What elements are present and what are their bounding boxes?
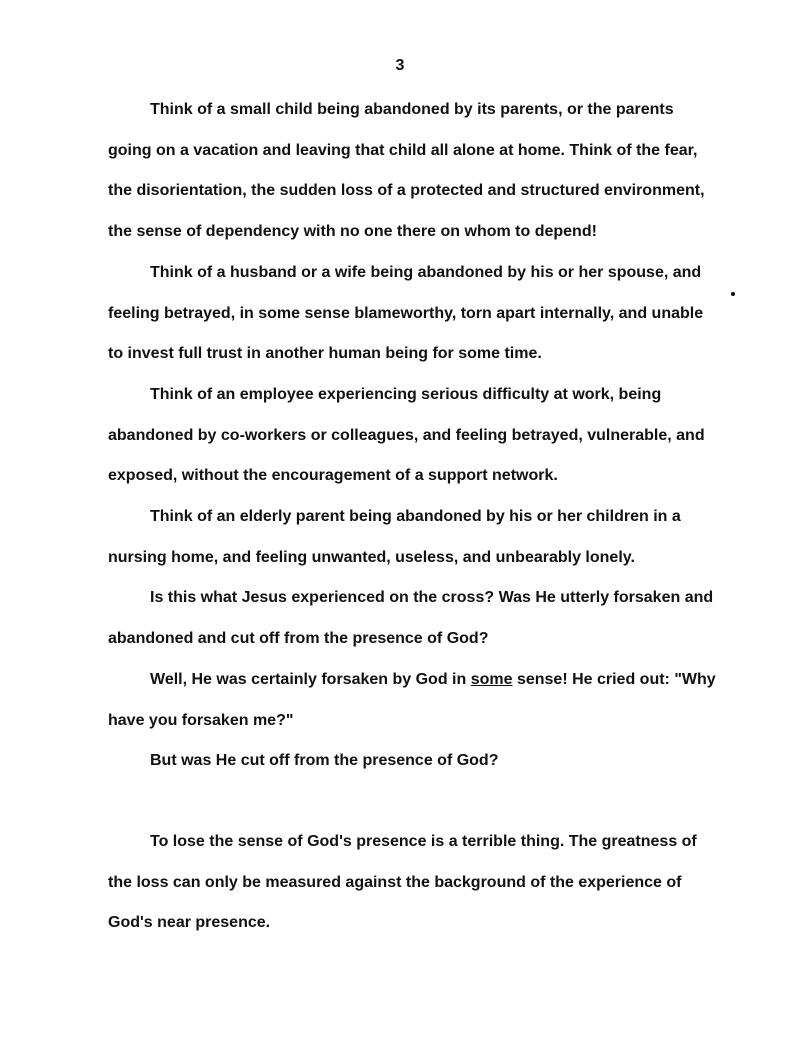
- paragraph-lose-sense-presence: To lose the sense of God's presence is a terrible thing. The greatness of the loss can only be measured against the background of the experience of God's near presence.: [108, 832, 697, 932]
- paragraph-forsaken: [108, 660, 718, 741]
- paragraph-abandoned-elderly-parent: Think of an elderly parent being abandoned by his or her children in a nursing home, and feeling unwanted, useless, and unbearably lonely.: [108, 508, 681, 566]
- paragraph-forsaken-text-after: sense! He cried out: "Why have you forsaken me?": [108, 670, 716, 729]
- document-body: [108, 90, 718, 944]
- underlined-word-some: some: [470, 670, 513, 688]
- paragraph-forsaken-text-before: Well, He was certainly forsaken by God in: [150, 670, 471, 688]
- paragraph-abandoned-spouse: Think of a husband or a wife being abandoned by his or her spouse, and feeling betrayed, in some sense blameworthy, torn apart internally, and unable to invest full trust in another human being for some time.: [108, 263, 704, 363]
- paragraph-abandoned-employee: Think of an employee experiencing serious difficulty at work, being abandoned by co-workers or colleagues, and feeling betrayed, vulnerable, and exposed, without the encouragement of a support network.: [108, 385, 705, 485]
- page-number: 3: [395, 57, 405, 74]
- paragraph-presence-question: But was He cut off from the presence of God?: [150, 752, 499, 770]
- paragraph-abandoned-child: Think of a small child being abandoned by its parents, or the parents going on a vacation and leaving that child all alone at home. Think of the fear, the disorientation, the sudden loss of a protected and structured environment, the sense of dependency with no one there on whom to depend!: [108, 101, 705, 241]
- stray-ink-mark: [731, 292, 735, 296]
- paragraph-jesus-question: Is this what Jesus experienced on the cross? Was He utterly forsaken and abandoned and cut off from the presence of God?: [108, 589, 714, 648]
